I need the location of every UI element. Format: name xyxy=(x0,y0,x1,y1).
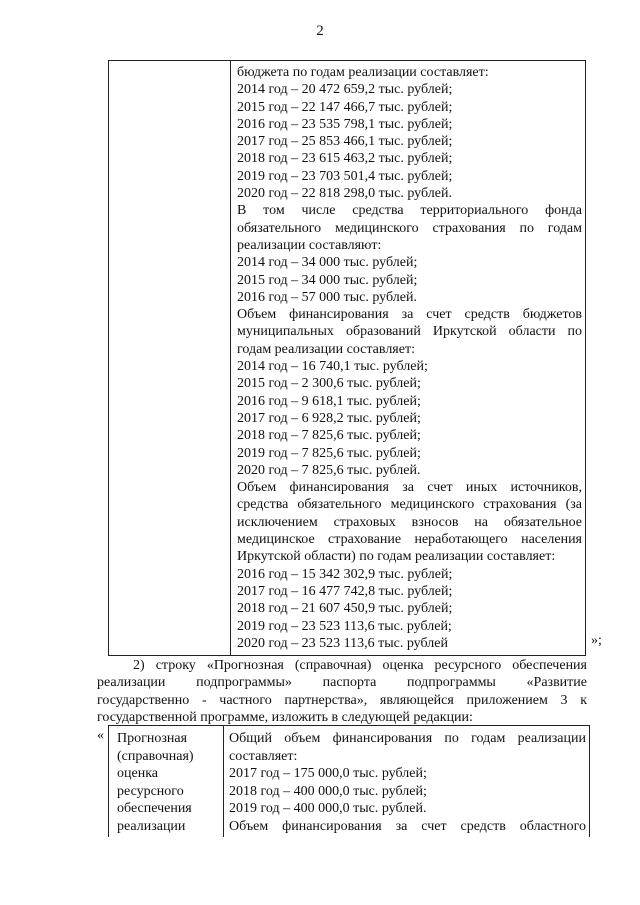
text-line: 2016 год – 15 342 302,9 тыс. рублей; xyxy=(237,566,453,582)
text-line: Иркутской области) по годам реализации составляет: xyxy=(237,549,556,565)
row-value-cell xyxy=(229,730,586,836)
text-line: медицинское страхование неработающего населения xyxy=(237,532,582,548)
text-line: 2017 год – 175 000,0 тыс. рублей; xyxy=(229,766,427,782)
text-line: Общий объем финансирования по годам реализации xyxy=(229,731,586,746)
paragraph-line: государственной программе, изложить в следующей редакции: xyxy=(97,709,473,725)
text-line: годам реализации составляет: xyxy=(237,341,415,357)
text-line: 2015 год – 2 300,6 тыс. рублей; xyxy=(237,376,421,392)
text-line: 2016 год – 9 618,1 тыс. рублей; xyxy=(237,393,421,409)
text-line: 2018 год – 400 000,0 тыс. рублей; xyxy=(229,783,427,799)
text-line: Объем финансирования за счет иных источников, xyxy=(237,480,582,496)
label-line: ресурсного xyxy=(117,783,184,799)
text-line: 2018 год – 21 607 450,9 тыс. рублей; xyxy=(237,601,453,617)
text-line: 2018 год – 7 825,6 тыс. рублей; xyxy=(237,428,421,444)
text-line: 2019 год – 7 825,6 тыс. рублей; xyxy=(237,445,421,461)
text-line: 2016 год – 23 535 798,1 тыс. рублей; xyxy=(237,116,453,132)
amendment-paragraph xyxy=(97,657,587,726)
text-line: реализации составляют: xyxy=(237,237,382,253)
text-line: 2018 год – 23 615 463,2 тыс. рублей; xyxy=(237,151,453,167)
paragraph-line: 2) строку «Прогнозная (справочная) оценка ресурсного обеспечения xyxy=(133,658,587,673)
label-line: (справочная) xyxy=(117,748,194,764)
paragraph-line: реализации подпрограммы» паспорта подпрограммы «Развитие xyxy=(97,675,587,691)
text-line: бюджета по годам реализации составляет: xyxy=(237,65,489,80)
text-line: обязательного медицинского страхования по годам xyxy=(237,220,582,236)
label-line: Прогнозная xyxy=(117,731,188,746)
text-line: 2020 год – 22 818 298,0 тыс. рублей. xyxy=(237,186,452,202)
text-line: 2019 год – 23 523 113,6 тыс. рублей; xyxy=(237,618,452,634)
paragraph-line: государственно - частного партнерства», являющейся приложением 3 к xyxy=(97,692,587,708)
label-line: обеспечения xyxy=(117,801,192,817)
page-number: 2 xyxy=(316,23,324,39)
column-divider xyxy=(230,61,231,655)
label-line: реализации xyxy=(117,818,186,834)
financing-table-continued xyxy=(108,60,586,656)
row-label-cell xyxy=(117,730,217,836)
text-line: составляет: xyxy=(229,748,298,764)
text-line: средства обязательного медицинского страхования (за xyxy=(237,497,582,513)
text-line: 2015 год – 34 000 тыс. рублей; xyxy=(237,272,418,288)
text-line: Объем финансирования за счет средств областного xyxy=(229,818,586,834)
text-line: 2017 год – 16 477 742,8 тыс. рублей; xyxy=(237,583,453,599)
label-line: оценка xyxy=(117,766,159,782)
text-line: Объем финансирования за счет средств бюджетов xyxy=(237,307,582,323)
resource-estimate-table xyxy=(108,725,590,837)
text-line: 2019 год – 23 703 501,4 тыс. рублей; xyxy=(237,168,453,184)
text-line: 2014 год – 20 472 659,2 тыс. рублей; xyxy=(237,82,453,98)
text-line: 2016 год – 57 000 тыс. рублей. xyxy=(237,289,417,305)
text-line: 2014 год – 34 000 тыс. рублей; xyxy=(237,255,418,271)
text-line: 2015 год – 22 147 466,7 тыс. рублей; xyxy=(237,99,453,115)
text-line: 2019 год – 400 000,0 тыс. рублей. xyxy=(229,801,427,817)
text-line: 2020 год – 7 825,6 тыс. рублей. xyxy=(237,462,421,478)
text-line: 2014 год – 16 740,1 тыс. рублей; xyxy=(237,359,428,375)
text-line: 2020 год – 23 523 113,6 тыс. рублей xyxy=(237,635,448,651)
text-line: муниципальных образований Иркутской области по xyxy=(237,324,582,340)
text-line: 2017 год – 25 853 466,1 тыс. рублей; xyxy=(237,134,453,150)
opening-quote-mark: « xyxy=(97,728,104,743)
financing-details-cell xyxy=(237,64,582,652)
closing-quote-mark: »; xyxy=(591,633,602,648)
text-line: исключением страховых взносов на обязательное xyxy=(237,514,582,530)
text-line: В том числе средства территориального фонда xyxy=(237,203,582,219)
column-divider xyxy=(223,726,224,837)
text-line: 2017 год – 6 928,2 тыс. рублей; xyxy=(237,410,421,426)
